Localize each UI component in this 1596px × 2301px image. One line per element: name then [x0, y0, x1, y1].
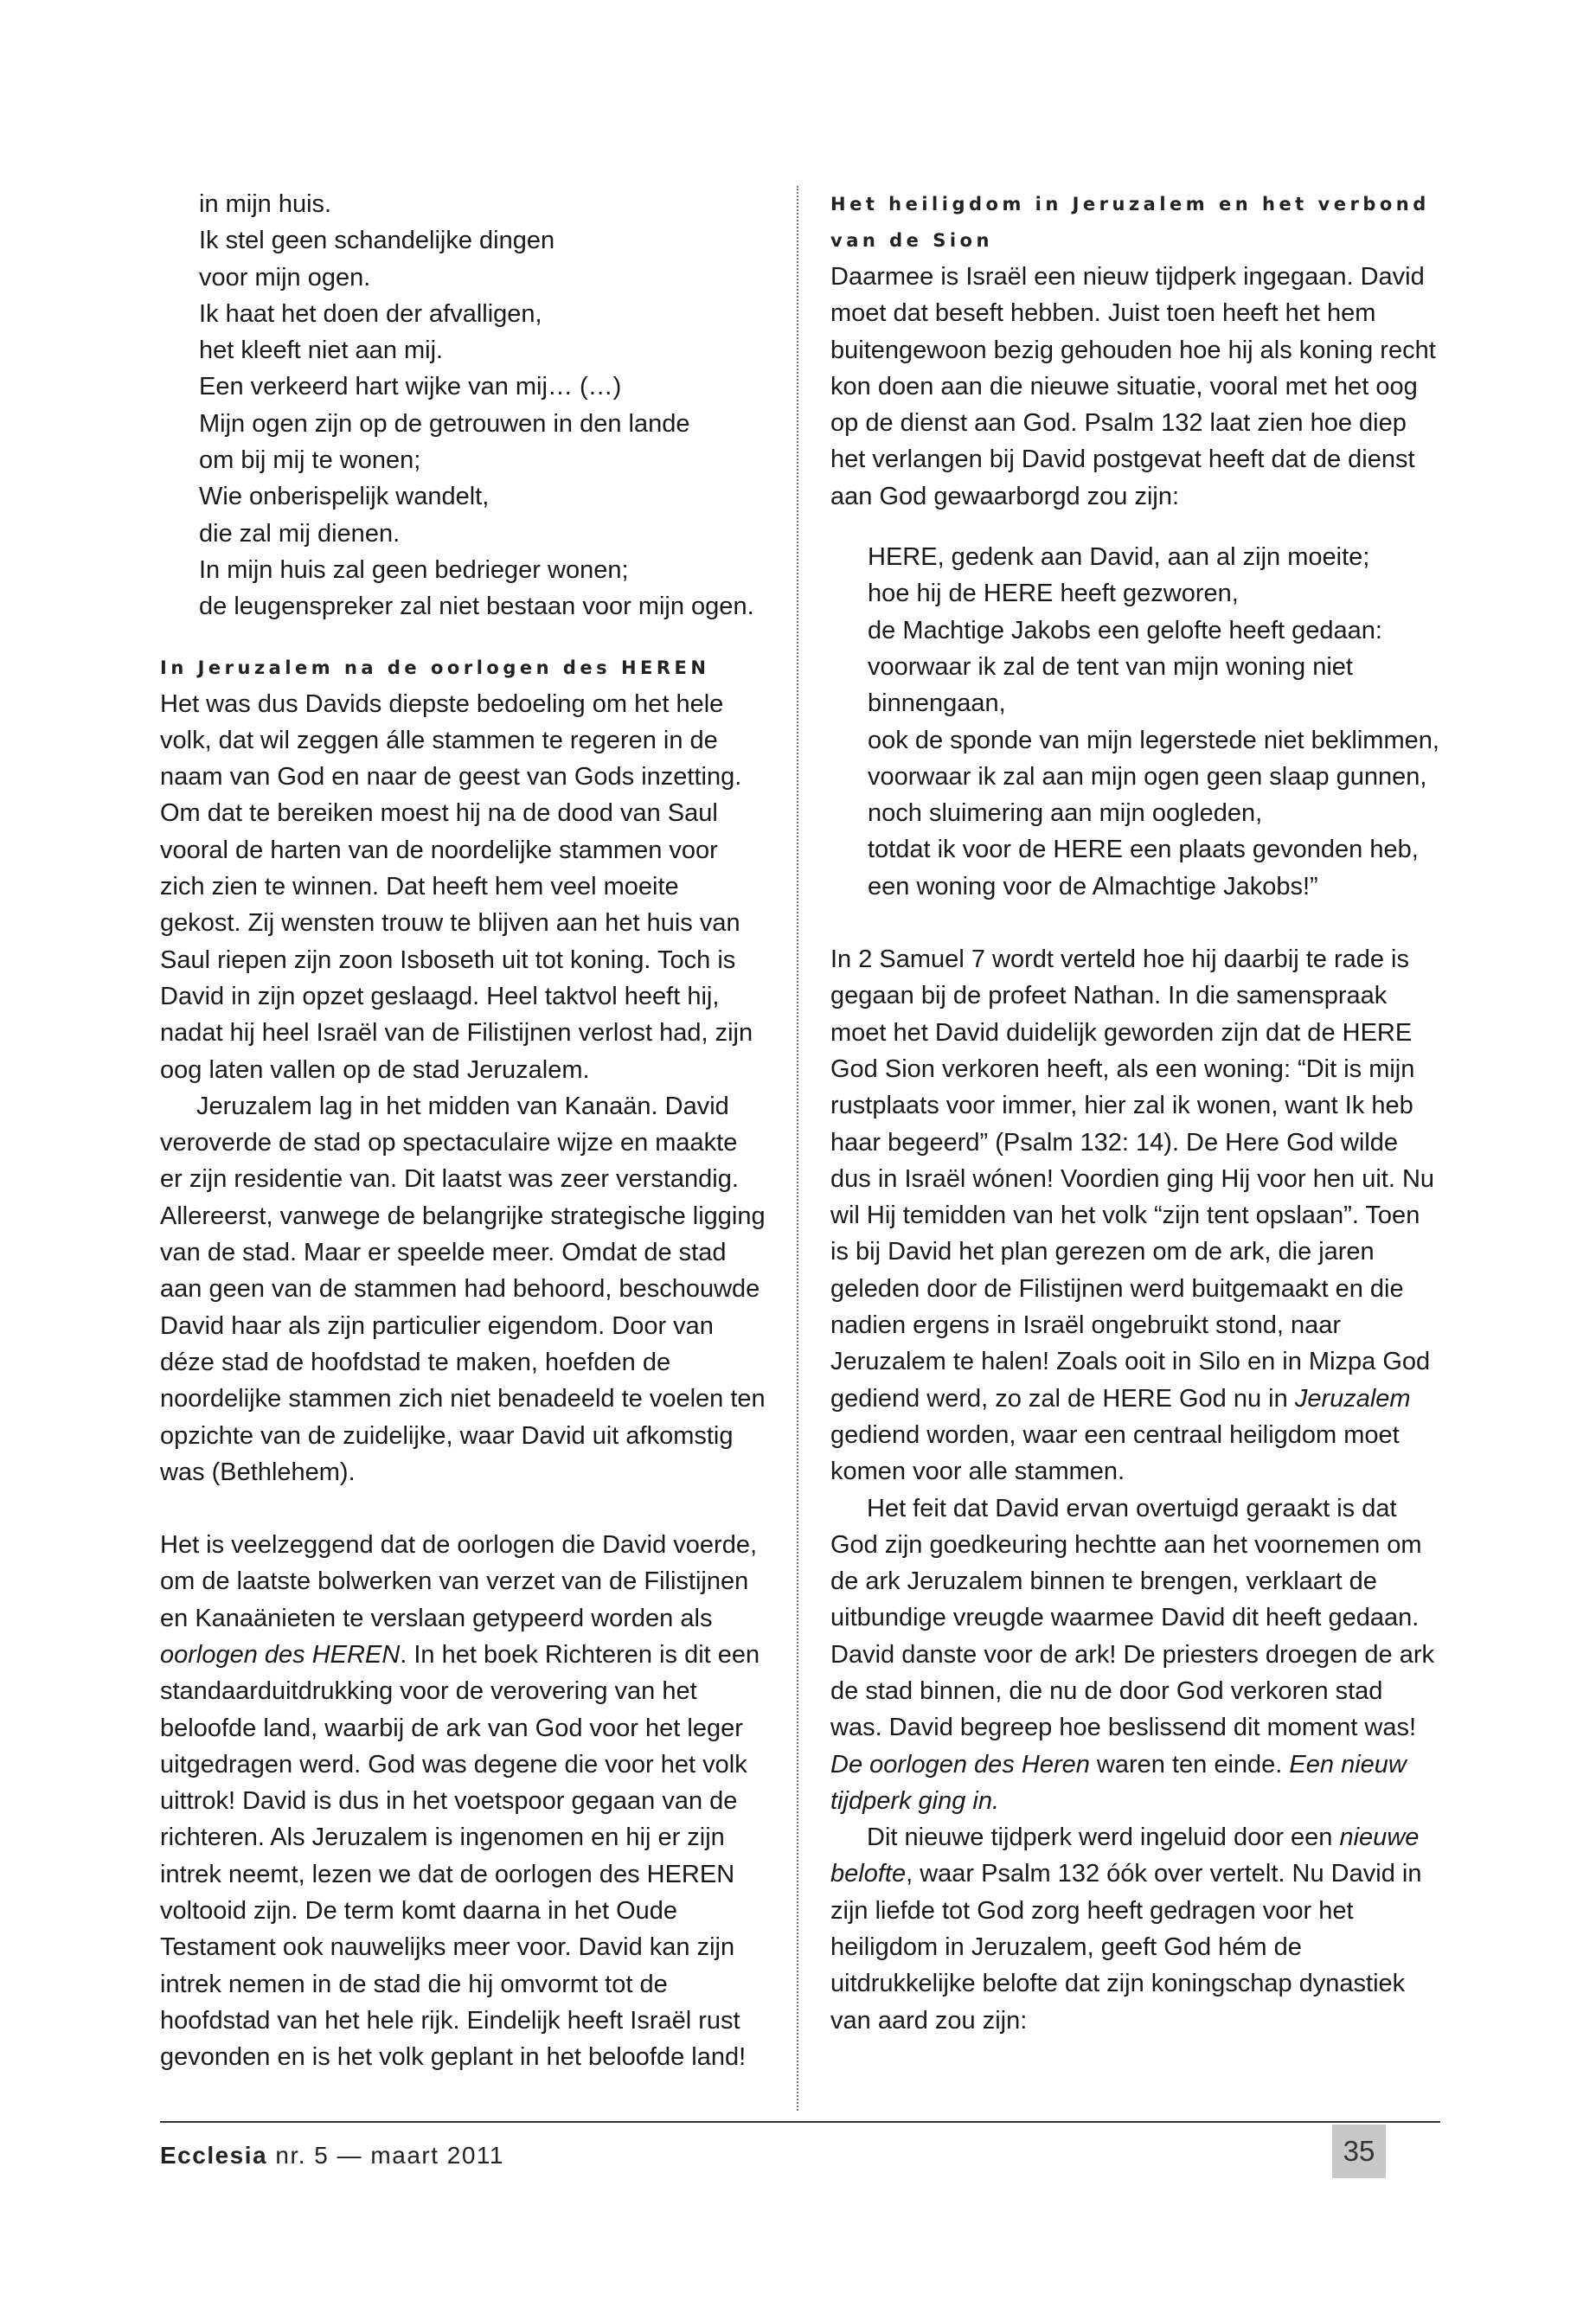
emphasis: Een nieuw tijdperk ging in.: [830, 1750, 1407, 1815]
poem-line: om bij mij te wonen;: [199, 446, 421, 475]
poem-line: die zal mij dienen.: [199, 519, 401, 548]
psalm-line: een woning voor de Almachtige Jakobs!”: [868, 872, 1318, 901]
paragraph: Jeruzalem lag in het midden van Kanaän. David veroverde de stad op spectaculaire wijze en maakte er zijn residentie van. Dit laatst was zeer verstandig. Allereerst, vanwege de belangrijke strategische ligging van de stad. Maar er speelde meer. Omdat de stad aan geen van de stammen had behoord, beschouwde David haar als zijn particulier eigendom. Door van déze stad de hoofdstad te maken, hoefden de noordelijke stammen zich niet benadeeld te voelen ten opzichte van de zuidelijke, waar David uit afkomstig was (Bethlehem).: [160, 1092, 766, 1486]
footer-credit: [160, 2142, 504, 2170]
paragraph: Dit nieuwe tijdperk werd ingeluid door een nieuwe belofte, waar Psalm 132 óók over vertelt. Nu David in zijn liefde tot God zorg heeft gedragen voor het heiligdom in Jeruzalem, geeft God hém de uitdrukkelijke belofte dat zijn koningschap dynastiek van aard zou zijn:: [830, 1823, 1422, 2035]
poem-line: In mijn huis zal geen bedrieger wonen;: [199, 555, 629, 584]
poem-line: de leugenspreker zal niet bestaan voor mijn ogen.: [199, 593, 754, 621]
emphasis: Jeruzalem: [1294, 1384, 1411, 1413]
psalm-line: de Machtige Jakobs een gelofte heeft gedaan:: [868, 616, 1382, 644]
section-heading: In Jeruzalem na de oorlogen des HEREN: [160, 657, 710, 678]
issue-info: nr. 5 — maart 2011: [275, 2142, 504, 2169]
psalm-line: noch sluimering aan mijn oogleden,: [868, 799, 1263, 828]
poem-line: voor mijn ogen.: [199, 263, 371, 292]
psalm-line: voorwaar ik zal de tent van mijn woning niet: [868, 652, 1353, 681]
paragraph: In 2 Samuel 7 wordt verteld hoe hij daarbij te rade is gegaan bij de profeet Nathan. In die samenspraak moet het David duidelijk geworden zijn dat de HERE God Sion verkoren heeft, als een woning: “Dit is mijn rustplaats voor immer, hier zal ik wonen, want Ik heb haar begeerd” (Psalm 132: 14). De Here God wilde dus in Israël wónen! Voordien ging Hij voor hen uit. Nu wil Hij temidden van het volk “zijn tent opslaan”. Toen is bij David het plan gerezen om de ark, die jaren geleden door de Filistijnen werd buitgemaakt en die nadien ergens in Israël ongebruikt stond, naar Jeruzalem te halen! Zoals ooit in Silo en in Mizpa God gediend werd, zo zal de HERE God nu in Jeruzalem gediend worden, waar een centraal heiligdom moet komen voor alle stammen.: [830, 945, 1435, 1486]
poem-line: Een verkeerd hart wijke van mij… (…): [199, 373, 622, 401]
poem-line: Ik haat het doen der afvalligen,: [199, 299, 542, 328]
emphasis: nieuwe belofte: [830, 1823, 1420, 1888]
poem-quote: [199, 186, 766, 625]
poem-line: Wie onberispelijk wandelt,: [199, 483, 490, 511]
poem-line: het kleeft niet aan mij.: [199, 336, 444, 365]
left-column: [160, 186, 766, 2076]
psalm-line: HERE, gedenk aan David, aan al zijn moeite;: [868, 543, 1370, 572]
paragraph: Het is veelzeggend dat de oorlogen die David voerde, om de laatste bolwerken van verzet van de Filistijnen en Kanaänieten te verslaan getypeerd worden als oorlogen des HEREN. In het boek Richteren is dit een standaarduitdrukking voor de verovering van het beloofde land, waarbij de ark van God voor het leger uitgedragen werd. God was degene die voor het volk uittrok! David is dus in het voetspoor gegaan van de richteren. Als Jeruzalem is ingenomen en hij er zijn intrek neemt, lezen we dat de oorlogen des HEREN voltooid zijn. De term komt daarna in het Oude Testament ook nauwelijks meer voor. David kan zijn intrek nemen in de stad die hij omvormt tot de hoofdstad van het hele rijk. Eindelijk heeft Israël rust gevonden en is het volk geplant in het beloofde land!: [160, 1531, 760, 2072]
poem-line: Mijn ogen zijn op de getrouwen in den lande: [199, 409, 690, 438]
emphasis: De oorlogen des Heren: [830, 1750, 1090, 1779]
paragraph: Daarmee is Israël een nieuw tijdperk ingegaan. David moet dat beseft hebben. Juist toen heeft het hem buitengewoon bezig gehouden hoe hij als koning recht kon doen aan die nieuwe situatie, vooral met het oog op de dienst aan God. Psalm 132 laat zien hoe diep het verlangen bij David postgevat heeft dat de dienst aan God gewaarborgd zou zijn:: [830, 263, 1436, 510]
footer-rule: [160, 2121, 1440, 2123]
psalm-line: totdat ik voor de HERE een plaats gevonden heb,: [868, 836, 1419, 864]
column-divider: [797, 186, 798, 2111]
emphasis: oorlogen des HEREN: [160, 1640, 401, 1669]
page-number: 35: [1332, 2125, 1386, 2178]
poem-line: in mijn huis.: [199, 190, 332, 218]
paragraph: Het feit dat David ervan overtuigd geraakt is dat God zijn goedkeuring hechtte aan het voornemen om de ark Jeruzalem binnen te brengen, verklaart de uitbundige vreugde waarmee David dit heeft gedaan. David danste voor de ark! De priesters droegen de ark de stad binnen, die nu de door God verkoren stad was. David begreep hoe beslissend dit moment was! De oorlogen des Heren waren ten einde. Een nieuw tijdperk ging in.: [830, 1494, 1434, 1815]
psalm-line: hoe hij de HERE heeft gezworen,: [868, 580, 1239, 608]
right-column: [830, 186, 1440, 2039]
paragraph: Het was dus Davids diepste bedoeling om het hele volk, dat wil zeggen álle stammen te regeren in de naam van God en naar de geest van Gods inzetting. Om dat te bereiken moest hij na de dood van Saul vooral de harten van de noordelijke stammen voor zich zien te winnen. Dat heeft hem veel moeite gekost. Zij wensten trouw te blijven aan het huis van Saul riepen zijn zoon Isboseth uit tot koning. Toch is David in zijn opzet geslaagd. Heel taktvol heeft hij, nadat hij heel Israël van de Filistijnen verlost had, zijn oog laten vallen op de stad Jeruzalem.: [160, 689, 753, 1084]
magazine-name: Ecclesia: [160, 2142, 268, 2169]
psalm-line: binnengaan,: [868, 689, 1006, 718]
psalm-line: ook de sponde van mijn legerstede niet beklimmen,: [868, 726, 1439, 754]
poem-line: Ik stel geen schandelijke dingen: [199, 227, 555, 255]
psalm-line: voorwaar ik zal aan mijn ogen geen slaap gunnen,: [868, 762, 1427, 791]
section-heading: Het heiligdom in Jeruzalem en het verbond van de Sion: [830, 194, 1430, 251]
psalm-quote: [868, 539, 1440, 905]
